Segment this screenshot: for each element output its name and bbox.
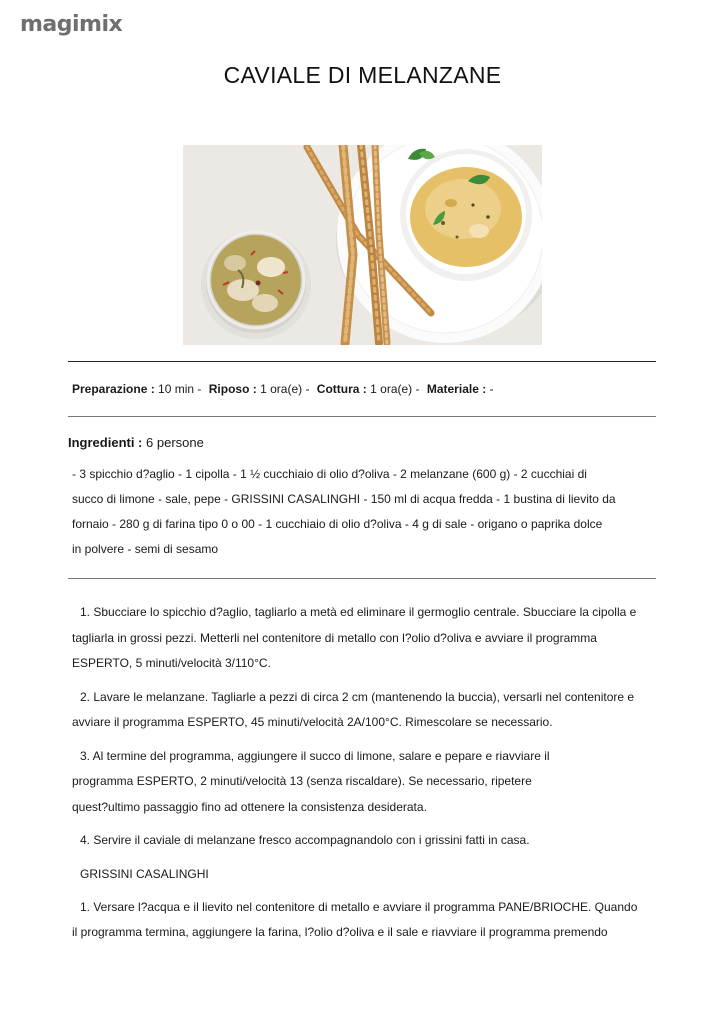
page-title: CAVIALE DI MELANZANE	[223, 62, 502, 88]
step-line: 1. Sbucciare lo spicchio d?aglio, tagliarlo a metà ed eliminare il germoglio centrale. Sbucciare la cipolla e	[80, 605, 637, 619]
rest-label: Riposo :	[208, 382, 257, 396]
divider	[68, 578, 656, 579]
ingredients-line: fornaio - 280 g di farina tipo 0 o 00 - 1 cucchiaio di olio d?oliva - 4 g di sale - origano o paprika dolce	[72, 517, 603, 531]
rest-value: 1 ora(e) -	[260, 382, 310, 396]
cook-value: 1 ora(e) -	[370, 382, 420, 396]
equipment-label: Materiale :	[426, 382, 487, 396]
step-line: avviare il programma ESPERTO, 45 minuti/velocità 2A/100°C. Rimescolare se necessario.	[72, 715, 553, 729]
ingredients-line: succo di limone - sale, pepe - GRISSINI CASALINGHI - 150 ml di acqua fredda - 1 bustina di lievito da	[72, 492, 616, 506]
divider	[68, 361, 656, 362]
step-line: 1. Versare l?acqua e il lievito nel contenitore di metallo e avviare il programma PANE/BRIOCHE. Quando	[80, 899, 638, 914]
step-line: programma ESPERTO, 2 minuti/velocità 13 (senza riscaldare). Se necessario, ripetere	[72, 774, 532, 788]
step-4	[72, 828, 662, 854]
ingredients-line: - 3 spicchio d?aglio - 1 cipolla - 1 ½ cucchiaio di olio d?oliva - 2 melanzane (600 g) - 2 cucchiai di	[72, 467, 587, 481]
prep-label: Preparazione :	[72, 382, 155, 396]
step-line: 2. Lavare le melanzane. Tagliarle a pezzi di circa 2 cm (mantenendo la buccia), versarli nel contenitore e	[80, 689, 635, 704]
recipe-photo	[183, 145, 542, 345]
grissini-subheading: GRISSINI CASALINGHI	[80, 866, 209, 881]
ingredients-label: Ingredienti :	[68, 435, 143, 450]
step-3	[72, 744, 662, 821]
ingredients-list	[72, 462, 672, 562]
step-line: tagliarla in grossi pezzi. Metterli nel contenitore di metallo con l?olio d?oliva e avviare il programma	[72, 630, 597, 645]
step-line: ESPERTO, 5 minuti/velocità 3/110°C.	[72, 656, 271, 670]
preparation-steps	[72, 600, 662, 954]
divider	[68, 416, 656, 417]
ingredients-line: in polvere - semi di sesamo	[72, 542, 219, 556]
servings: 6 persone	[146, 435, 204, 450]
equipment-value: -	[489, 382, 494, 396]
step-line: 3. Al termine del programma, aggiungere il succo di limone, salare e pepare e riavviare il	[80, 748, 550, 763]
step-line: quest?ultimo passaggio fino ad ottenere la consistenza desiderata.	[72, 799, 427, 814]
cook-label: Cottura :	[316, 382, 367, 396]
recipe-meta	[72, 382, 498, 396]
step-line: il programma termina, aggiungere la farina, l?olio d?oliva e il sale e riavviare il programma premendo	[72, 925, 608, 939]
step-2	[72, 685, 662, 736]
ingredients-heading	[68, 435, 204, 450]
step-1	[72, 600, 662, 677]
magimix-logo: magimix	[20, 12, 123, 37]
grissini-step-1	[72, 895, 662, 946]
prep-value: 10 min -	[158, 382, 202, 396]
step-line: 4. Servire il caviale di melanzane fresco accompagnandolo con i grissini fatti in casa.	[80, 833, 530, 847]
